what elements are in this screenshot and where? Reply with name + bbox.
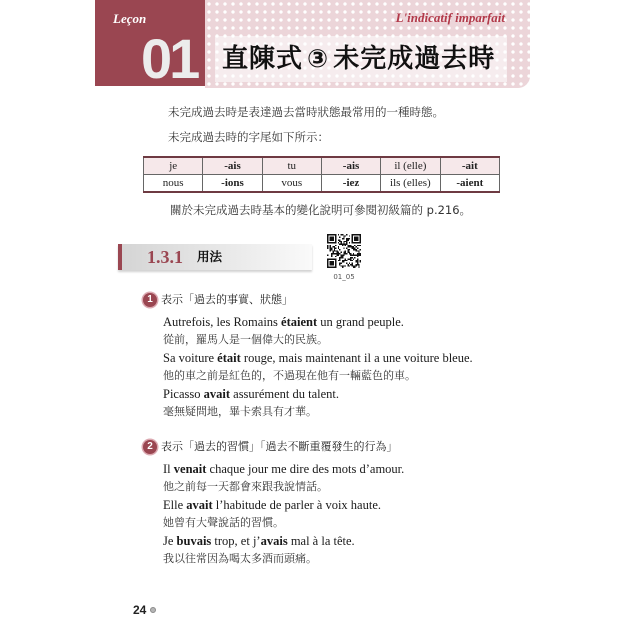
endings-table (143, 156, 500, 193)
ending-cell: -aient (440, 175, 499, 193)
french-sentence (163, 497, 563, 514)
sentence-segment: Elle (163, 498, 187, 512)
imparfait-verb: venait (173, 462, 207, 476)
reference-note: 關於未完成過去時基本的變化說明可參閱初級篇的 p.216。 (170, 203, 472, 217)
section-title: 用法 (197, 249, 223, 264)
sentence-segment: Je (163, 534, 177, 548)
pronoun-cell: ils (elles) (381, 175, 440, 193)
example-pair (163, 461, 563, 495)
chinese-translation: 他之前每一天都會來跟我說情話。 (163, 480, 328, 493)
pronoun-cell: nous (144, 175, 203, 193)
sentence-segment: rouge, mais maintenant il a une voiture bleue. (240, 351, 473, 365)
lesson-number: 01 (141, 27, 198, 86)
chapter-title-box (215, 36, 507, 82)
page-number-dot (150, 607, 156, 613)
imparfait-verb: avais (260, 534, 288, 548)
french-sentence (163, 314, 563, 331)
imparfait-verb: étaient (281, 315, 318, 329)
example-pair (163, 350, 563, 384)
ending-cell: -ais (203, 157, 262, 175)
sentence-segment: l’habitude de parler à voix haute. (212, 498, 381, 512)
example-pair (163, 533, 563, 567)
example-pair (163, 314, 563, 348)
pronoun-cell: vous (262, 175, 321, 193)
chinese-translation: 毫無疑問地，畢卡索具有才華。 (163, 405, 317, 418)
title-topic: 未完成過去時 (333, 44, 496, 74)
sentence-segment: Il (163, 462, 174, 476)
french-sentence (163, 386, 563, 403)
table-row (144, 175, 500, 193)
chapter-subtitle: L'indicatif imparfait (395, 10, 505, 25)
audio-track-label: 01_05 (333, 273, 355, 281)
sentence-segment: Picasso (163, 387, 204, 401)
section-number: 1.3.1 (147, 247, 183, 267)
usage-heading-text: 表示「過去的事實、狀態」 (161, 293, 293, 306)
sentence-segment: Sa voiture (163, 351, 218, 365)
pronoun-cell: tu (262, 157, 321, 175)
intro-line: 未完成過去時的字尾如下所示： (168, 130, 329, 144)
usage-heading-text: 表示「過去的習慣」「過去不斷重覆發生的行為」 (161, 440, 398, 453)
imparfait-verb: buvais (176, 534, 212, 548)
sentence-segment: trop, et j’ (211, 534, 261, 548)
chinese-translation: 從前，羅馬人是一個偉大的民族。 (163, 333, 328, 346)
chapter-header (205, 0, 530, 88)
example-list (163, 314, 563, 420)
imparfait-verb: avait (186, 498, 213, 512)
chapter-title (222, 42, 495, 76)
usage-block (143, 438, 563, 569)
pronoun-cell: je (144, 157, 203, 175)
sentence-segment: Autrefois, les Romains (163, 315, 282, 329)
sentence-segment: un grand peuple. (317, 315, 404, 329)
sentence-segment: chaque jour me dire des mots d’amour. (206, 462, 405, 476)
imparfait-verb: était (217, 351, 241, 365)
ending-cell: -iez (321, 175, 380, 193)
sentence-segment: assurément du talent. (230, 387, 340, 401)
pronoun-cell: il (elle) (381, 157, 440, 175)
lesson-badge (95, 0, 205, 86)
usage-number-badge: 1 (143, 293, 157, 307)
example-pair (163, 386, 563, 420)
french-sentence (163, 533, 563, 550)
chinese-translation: 他的車之前是紅色的，不過現在他有一輛藍色的車。 (163, 369, 416, 382)
usage-heading (143, 291, 563, 309)
example-list (163, 461, 563, 567)
page-number: 24 (133, 603, 147, 617)
usage-heading (143, 438, 563, 456)
chinese-translation: 我以往常因為喝太多酒而頭痛。 (163, 552, 317, 565)
sentence-segment: mal à la tête. (287, 534, 355, 548)
intro-line: 未完成過去時是表達過去當時狀態最常用的一種時態。 (168, 105, 444, 119)
chinese-translation: 她曾有大聲說話的習慣。 (163, 516, 284, 529)
french-sentence (163, 350, 563, 367)
usage-block (143, 291, 563, 422)
section-accent-stripe (118, 244, 122, 270)
title-circled-number: ③ (307, 44, 330, 73)
ending-cell: -ais (321, 157, 380, 175)
qr-code[interactable] (327, 234, 361, 268)
title-main: 直陳式 (222, 44, 304, 74)
ending-cell: -ait (440, 157, 499, 175)
french-sentence (163, 461, 563, 478)
table-row (144, 157, 500, 175)
section-header (118, 244, 312, 270)
lesson-label: Leçon (113, 11, 147, 26)
example-pair (163, 497, 563, 531)
imparfait-verb: avait (203, 387, 231, 401)
ending-cell: -ions (203, 175, 262, 193)
usage-number-badge: 2 (143, 440, 157, 454)
